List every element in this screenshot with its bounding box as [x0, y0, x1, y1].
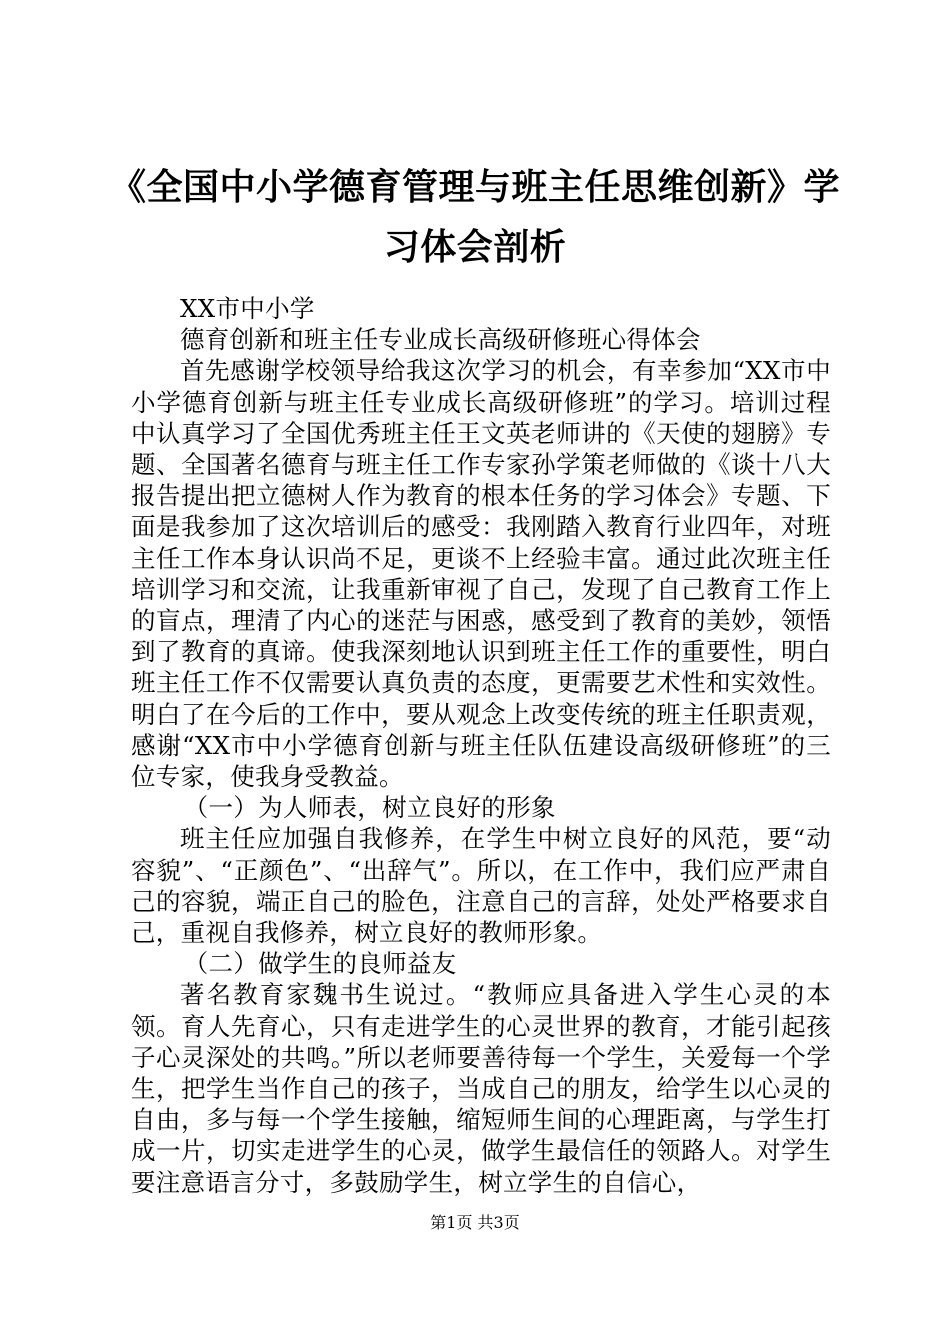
document-title: 《全国中小学德育管理与班主任思维创新》学习体会剖析: [109, 167, 840, 268]
section-heading-1: （一）为人师表，树立良好的形象: [183, 793, 556, 823]
document-body: [131, 293, 831, 1198]
page-footer: 第1页 共3页: [430, 1213, 520, 1232]
body-paragraph: 著名教育家魏书生说过。“教师应具备进入学生心灵的本领。育人先育心，只有走进学生的心灵世界的教育，才能引起孩子心灵深处的共鸣。”所以老师要善待每一个学生，关爱每一个学生，把学生当作自己的孩子，当成自己的朋友，给学生以心灵的自由，多与每一个学生接触，缩短师生间的心理距离，与学生打成一片，切实走进学生的心灵，做学生最信任的领路人。对学生要注意语言分寸，多鼓励学生，树立学生的自信心，: [131, 980, 831, 1197]
school-name-line: XX市中小学: [180, 294, 315, 323]
subtitle-line: 德育创新和班主任专业成长高级研修班心得体会: [180, 325, 701, 355]
body-paragraph: 班主任应加强自我修养，在学生中树立良好的风范，要“动容貌”、“正颜色”、“出辞气”。所以，在工作中，我们应严肃自己的容貌，端正自己的脸色，注意自己的言辞，处处严格要求自己，重视自我修养，树立良好的教师形象。: [131, 824, 831, 948]
body-paragraph: 首先感谢学校领导给我这次学习的机会，有幸参加“XX市中小学德育创新与班主任专业成长高级研修班”的学习。培训过程中认真学习了全国优秀班主任王文英老师讲的《天使的翅膀》专题、全国著名德育与班主任工作专家孙学策老师做的《谈十八大报告提出把立德树人作为教育的根本任务的学习体会》专题、下面是我参加了这次培训后的感受：我刚踏入教育行业四年，对班主任工作本身认识尚不足，更谈不上经验丰富。通过此次班主任培训学习和交流，让我重新审视了自己，发现了自己教育工作上的盲点，理清了内心的迷茫与困惑，感受到了教育的美妙，领悟到了教育的真谛。使我深刻地认识到班主任工作的重要性，明白班主任工作不仅需要认真负责的态度，更需要艺术性和实效性。明白了在今后的工作中，要从观念上改变传统的班主任职责观，感谢“XX市中小学德育创新与班主任队伍建设高级研修班”的三位专家，使我身受教益。: [131, 356, 831, 792]
section-heading-2: （二）做学生的良师益友: [183, 949, 457, 979]
